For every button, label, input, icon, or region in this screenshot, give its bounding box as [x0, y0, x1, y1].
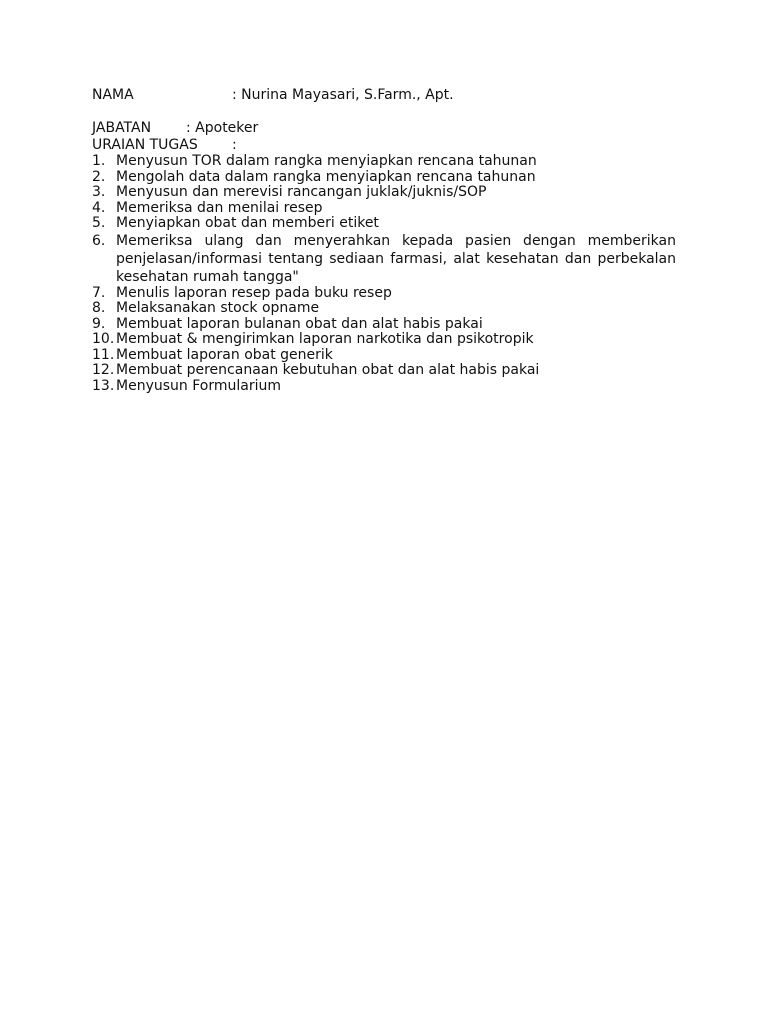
list-item-number: 1. — [92, 153, 106, 169]
list-item-text: Membuat & mengirimkan laporan narkotika dan psikotropik — [116, 331, 534, 347]
list-item — [92, 363, 676, 379]
list-item-text: Menyusun dan merevisi rancangan juklak/juknis/SOP — [116, 184, 487, 200]
list-item — [92, 301, 676, 317]
list-item-number: 3. — [92, 184, 106, 200]
list-item-text: Menyusun TOR dalam rangka menyiapkan rencana tahunan — [116, 153, 537, 169]
list-item-text: Membuat laporan obat generik — [116, 346, 333, 363]
list-item-text: Menyiapkan obat dan memberi etiket — [116, 215, 379, 231]
list-item — [92, 379, 676, 395]
list-item — [92, 286, 676, 302]
list-item-number: 7. — [92, 284, 106, 301]
list-item-text: Menulis laporan resep pada buku resep — [116, 284, 392, 301]
task-list — [92, 154, 676, 394]
list-item-number: 6. — [92, 232, 106, 249]
list-item — [92, 154, 676, 170]
jabatan-value: : Apoteker — [186, 120, 259, 136]
list-item-number: 5. — [92, 215, 106, 231]
list-item — [92, 332, 676, 348]
list-item-text: Melaksanakan stock opname — [116, 300, 320, 316]
nama-label: NAMA — [92, 87, 134, 103]
list-item-number: 12. — [92, 362, 115, 378]
list-item-text: Mengolah data dalam rangka menyiapkan rencana tahunan — [116, 168, 536, 185]
list-item-number: 13. — [92, 377, 115, 394]
list-item-number: 10. — [92, 331, 115, 347]
list-item-text: Menyusun Formularium — [116, 377, 281, 394]
uraian-tugas-colon: : — [232, 137, 237, 153]
list-item-number: 8. — [92, 300, 106, 316]
list-item — [92, 317, 676, 333]
list-item-number: 9. — [92, 315, 106, 332]
list-item-text: Membuat perencanaan kebutuhan obat dan alat habis pakai — [116, 362, 540, 378]
list-item-number: 11. — [92, 346, 115, 363]
list-item-text: Membuat laporan bulanan obat dan alat habis pakai — [116, 315, 483, 332]
list-item — [92, 232, 676, 286]
list-item — [92, 185, 676, 201]
list-item-number: 2. — [92, 168, 106, 185]
uraian-tugas-label: URAIAN TUGAS — [92, 137, 198, 153]
list-item-number: 4. — [92, 199, 106, 216]
list-item — [92, 170, 676, 186]
list-item-text: Memeriksa ulang dan menyerahkan kepada pasien dengan memberikan penjelasan/informasi tentang sediaan farmasi, alat kesehatan dan perbekalan kesehatan rumah tangga" — [116, 232, 676, 285]
list-item — [92, 348, 676, 364]
list-item — [92, 216, 676, 232]
list-item — [92, 201, 676, 217]
jabatan-label: JABATAN — [92, 120, 152, 136]
nama-value: : Nurina Mayasari, S.Farm., Apt. — [232, 87, 454, 103]
list-item-text: Memeriksa dan menilai resep — [116, 199, 323, 216]
